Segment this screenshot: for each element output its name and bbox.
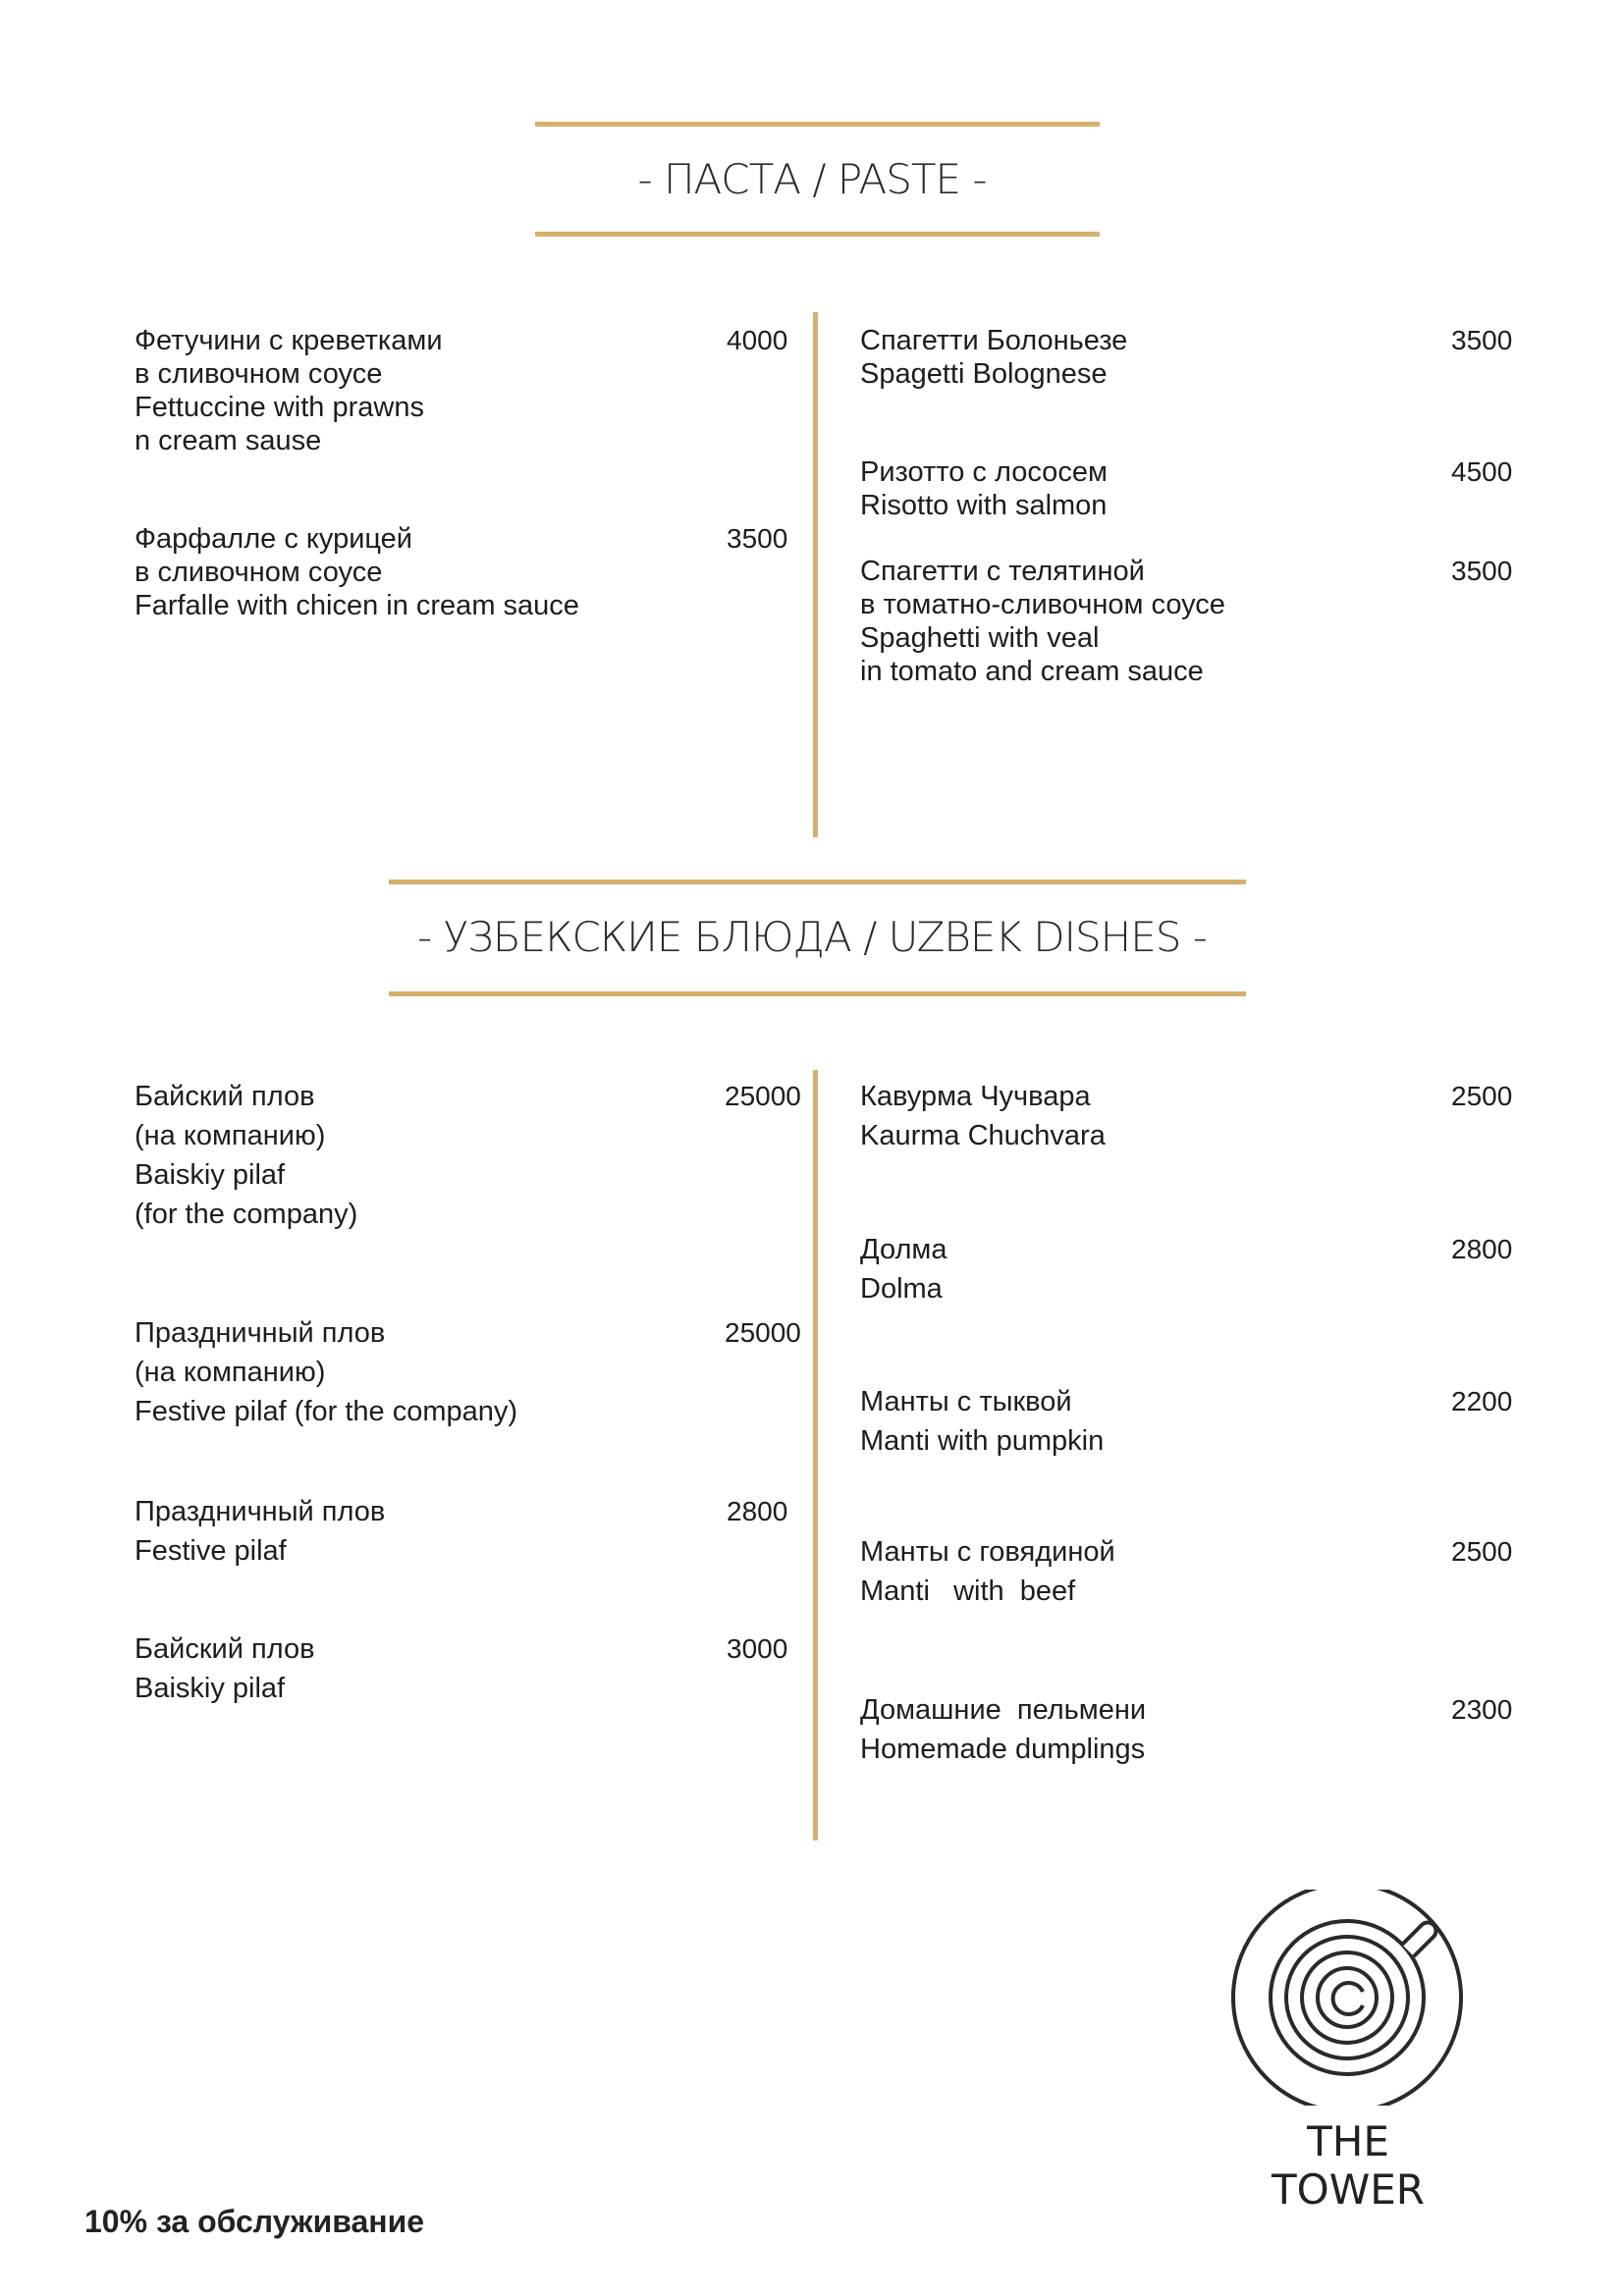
item-name: Фарфалле с курицей xyxy=(135,523,413,555)
menu-item xyxy=(860,1690,1518,1769)
item-price: 3500 xyxy=(727,523,788,554)
uzbek-top-rule xyxy=(389,880,1246,884)
item-price: 25000 xyxy=(725,1081,801,1111)
pasta-column-divider xyxy=(813,312,818,837)
item-price: 2200 xyxy=(1451,1386,1513,1416)
menu-item xyxy=(135,1077,812,1234)
service-charge-note: 10% за обслуживание xyxy=(84,2204,425,2239)
menu-item xyxy=(860,555,1518,688)
item-name: Dolma xyxy=(860,1273,943,1305)
item-name: Праздничный плов xyxy=(135,1496,386,1527)
the-tower-logo xyxy=(1225,1890,1471,2214)
item-name: Kaurma Chuchvara xyxy=(860,1120,1106,1151)
item-price: 4500 xyxy=(1451,456,1513,487)
item-name: (for the company) xyxy=(135,1199,358,1230)
item-price: 3500 xyxy=(1451,556,1513,586)
menu-item xyxy=(135,522,792,622)
menu-item xyxy=(860,1077,1518,1155)
item-name: Baiskiy pilaf xyxy=(135,1159,286,1191)
menu-item xyxy=(135,324,792,457)
item-name: Кавурма Чучвара xyxy=(860,1081,1091,1112)
menu-item xyxy=(135,1492,812,1571)
item-name: Homemade dumplings xyxy=(860,1734,1146,1765)
item-name: в сливочном соусе xyxy=(135,358,383,390)
item-price: 2800 xyxy=(1451,1234,1513,1264)
item-name: Спагетти Болоньезе xyxy=(860,325,1128,356)
item-name: in tomato and cream sauce xyxy=(860,656,1204,687)
item-name: Ризотто с лососем xyxy=(860,456,1108,488)
item-name: Festive pilaf xyxy=(135,1535,287,1567)
item-name: Manti with beef xyxy=(860,1575,1076,1607)
item-name: Manti with pumpkin xyxy=(860,1425,1105,1457)
item-name: n cream sause xyxy=(135,425,322,456)
menu-item xyxy=(135,1629,812,1708)
item-name: в томатно-сливочном соусе xyxy=(860,589,1225,620)
uzbek-bottom-rule xyxy=(389,991,1246,996)
pasta-section-title: - ПАСТА / PASTE - xyxy=(637,155,987,203)
item-price: 3500 xyxy=(1451,325,1513,355)
item-name: Байский плов xyxy=(135,1633,315,1665)
item-price: 2300 xyxy=(1451,1694,1513,1725)
item-name: Spaghetti with veal xyxy=(860,622,1100,654)
item-name: Байский плов xyxy=(135,1081,315,1112)
item-price: 25000 xyxy=(725,1317,801,1348)
item-name: Risotto with salmon xyxy=(860,490,1108,521)
item-name: Праздничный плов xyxy=(135,1317,386,1349)
item-name: Спагетти с телятиной xyxy=(860,556,1145,587)
logo-text: THE TOWER xyxy=(1272,2117,1425,2214)
menu-item xyxy=(135,1313,812,1431)
item-price: 4000 xyxy=(727,325,788,355)
item-name: Spagetti Bolognese xyxy=(860,358,1108,390)
item-name: Fettuccine with prawns xyxy=(135,392,424,423)
menu-item xyxy=(860,455,1518,522)
uzbek-column-divider xyxy=(813,1070,818,1841)
item-name: Манты с говядиной xyxy=(860,1536,1115,1568)
item-name: Baiskiy pilaf xyxy=(135,1673,286,1704)
uzbek-section-title: - УЗБЕКСКИЕ БЛЮДА / UZBEK DISHES - xyxy=(417,913,1207,961)
item-name: (на компанию) xyxy=(135,1357,326,1388)
pasta-bottom-rule xyxy=(535,232,1100,237)
menu-item xyxy=(860,1230,1518,1308)
item-name: Домашние пельмени xyxy=(860,1694,1147,1726)
menu-item xyxy=(860,1382,1518,1461)
item-name: Манты с тыквой xyxy=(860,1386,1072,1417)
item-name: Фетучини с креветками xyxy=(135,325,443,356)
item-price: 2500 xyxy=(1451,1536,1513,1567)
item-price: 3000 xyxy=(727,1633,788,1664)
item-name: Farfalle with chicen in cream sauce xyxy=(135,590,579,621)
item-name: (на компанию) xyxy=(135,1120,326,1151)
item-name: в сливочном соусе xyxy=(135,557,383,588)
item-price: 2500 xyxy=(1451,1081,1513,1111)
menu-item xyxy=(860,1532,1518,1611)
item-price: 2800 xyxy=(727,1496,788,1526)
coffee-cup-spiral-icon xyxy=(1225,1890,1471,2106)
menu-item xyxy=(860,324,1518,391)
pasta-top-rule xyxy=(535,122,1100,127)
item-name: Долма xyxy=(860,1234,947,1265)
item-name: Festive pilaf (for the company) xyxy=(135,1396,518,1427)
